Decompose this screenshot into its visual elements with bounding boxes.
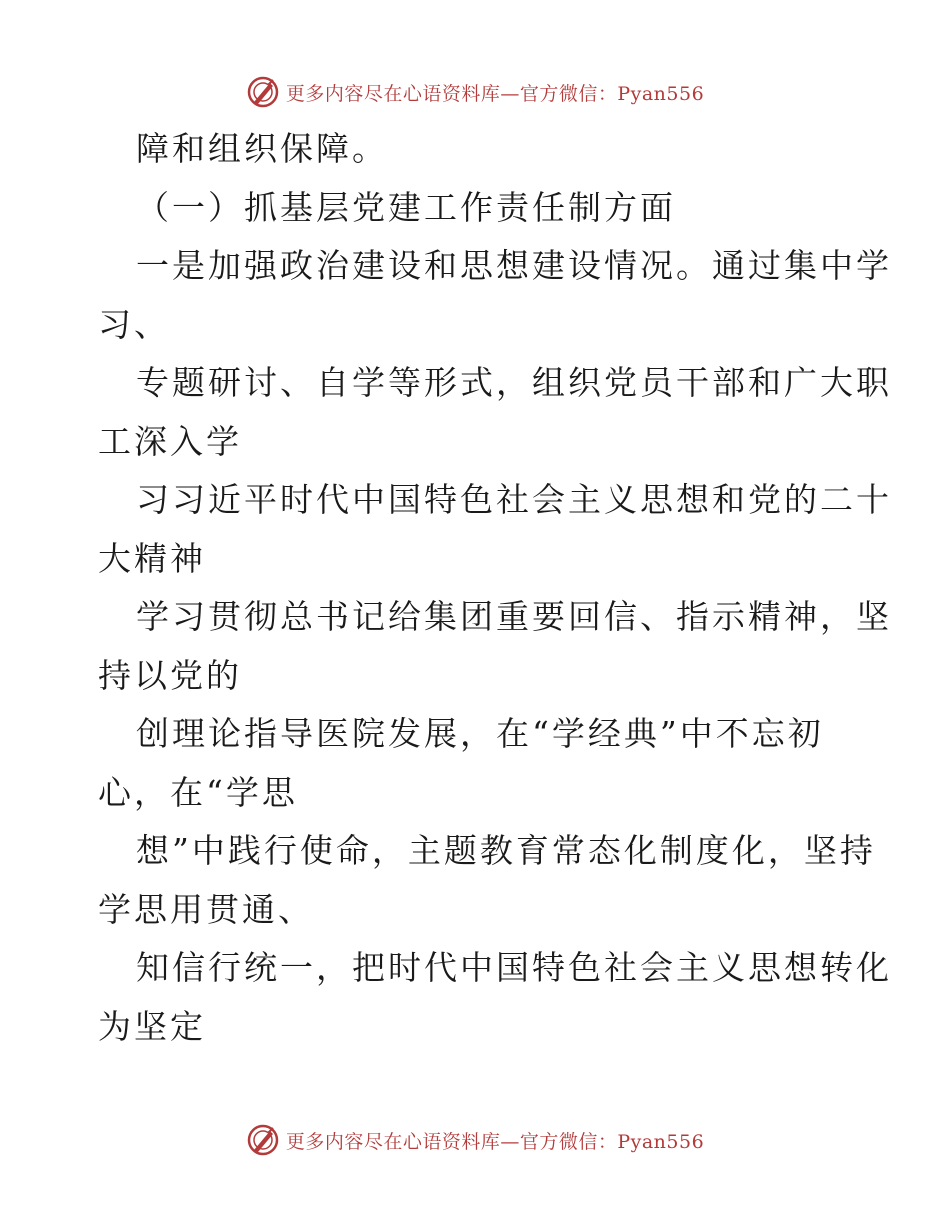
text-line: 想”中践行使命，主题教育常态化制度化，坚持 bbox=[136, 831, 876, 870]
quill-pen-logo-icon bbox=[246, 1123, 280, 1157]
text-line: 障和组织保障。 bbox=[136, 129, 388, 168]
text-line: 一是加强政治建设和思想建设情况。通过集中学 bbox=[136, 246, 892, 285]
banner-text: 更多内容尽在心语资料库—官方微信：Pyan556 bbox=[285, 82, 705, 105]
text-line: 工深入学 bbox=[98, 421, 242, 461]
footer-banner bbox=[0, 1120, 950, 1160]
header-banner bbox=[0, 72, 950, 112]
text-line: 习习近平时代中国特色社会主义思想和党的二十 bbox=[136, 480, 892, 519]
quill-pen-logo-icon bbox=[246, 75, 280, 109]
document-body bbox=[98, 120, 892, 1056]
text-line: 知信行统一，把时代中国特色社会主义思想转化 bbox=[136, 948, 892, 987]
banner-text: 更多内容尽在心语资料库—官方微信：Pyan556 bbox=[285, 1130, 705, 1153]
text-line: 创理论指导医院发展，在“学经典”中不忘初 bbox=[136, 714, 824, 753]
text-line: 大精神 bbox=[98, 538, 206, 578]
text-line: 习、 bbox=[98, 304, 170, 344]
text-line: 学习贯彻总书记给集团重要回信、指示精神，坚 bbox=[136, 597, 892, 636]
text-line: 持以党的 bbox=[98, 655, 242, 695]
text-line: 心，在“学思 bbox=[98, 772, 298, 812]
section-heading: （一）抓基层党建工作责任制方面 bbox=[136, 187, 676, 227]
text-line: 学思用贯通、 bbox=[98, 889, 314, 929]
text-line: 为坚定 bbox=[98, 1006, 206, 1046]
text-line: 专题研讨、自学等形式，组织党员干部和广大职 bbox=[136, 363, 892, 402]
